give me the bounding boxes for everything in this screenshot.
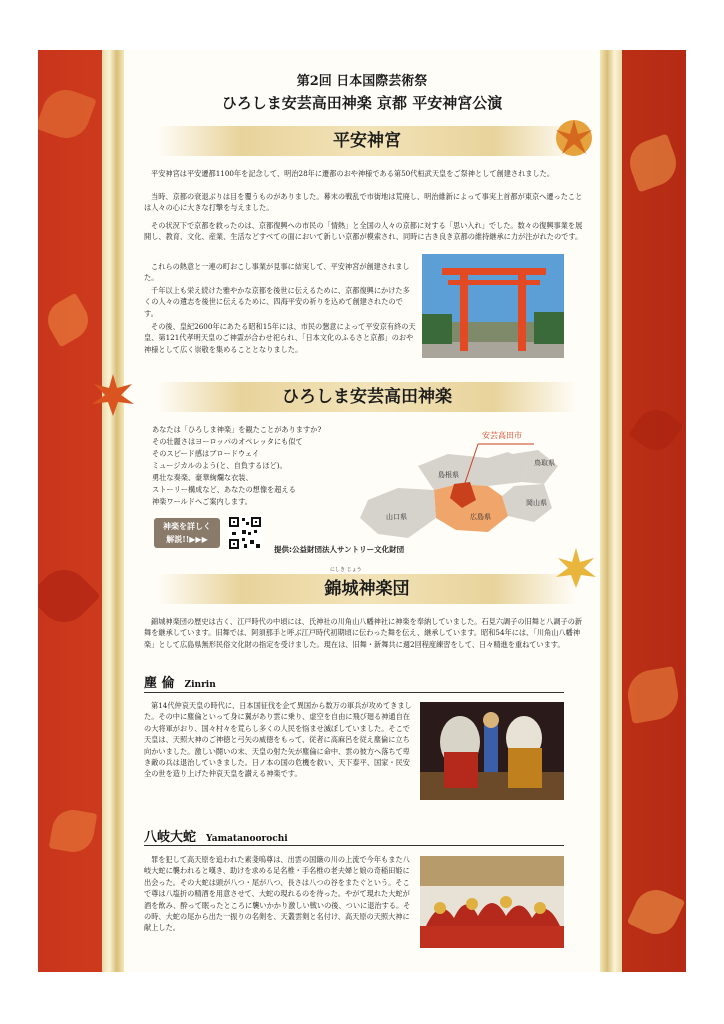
maple-leaf-decoration — [628, 402, 684, 458]
yamata-title-en: Yamatanoorochi — [206, 834, 288, 844]
yamata-heading — [144, 826, 288, 845]
maple-leaf-icon — [90, 372, 136, 418]
kagura-button-line1: 神楽を詳しく — [163, 521, 211, 531]
zinrin-rule — [144, 692, 564, 693]
zinrin-paragraph: 第14代仲哀天皇の時代に、日本国征伐を企て異国から数万の軍兵が攻めてきました。その中に塵倫といって身に翼があり雲に乗り、虚空を自由に飛び廻る神通自在の大将軍がおり、国々村々を荒らし多くの人民を悩ませ滅ぼしていました。そこで天皇は、天照大神のご神徳と弓矢の威徳をもって、従者に高麻呂を従え塵倫に立ち向かいました。激しい闘いの末、天皇の射た矢が塵倫に命中、雲の彼方へ落ちて卑き敵の兵は退治していきました。日ノ本の国の危機を救い、天下泰平、国家・民安全の世を造り上げた仲哀天皇を讃える神楽です。 — [144, 701, 412, 779]
zinrin-heading — [144, 672, 216, 691]
yamata-title: 八岐大蛇 — [144, 830, 197, 845]
nishiki-ruby: にしき じょう — [330, 567, 362, 573]
map-label-okayama: 岡山県 — [526, 499, 547, 507]
kagura-intro-line: あなたは「ひろしま神楽」を観たことがありますか? — [152, 425, 322, 434]
zinrin-title: 塵 倫 — [144, 676, 175, 691]
map-label-shimane: 島根県 — [438, 471, 459, 479]
yamata-performance-photo — [420, 856, 564, 948]
kagura-button-line2: 解説!!▶▶▶ — [166, 534, 208, 544]
gold-border-right — [600, 50, 622, 972]
map-label-yamaguchi: 山口県 — [386, 513, 407, 521]
zinrin-performance-photo — [420, 702, 564, 800]
golden-maple-leaf-icon — [554, 546, 598, 590]
nishiki-paragraph: 錦城神楽団の歴史は古く、江戸時代の中頃には、氏神社の川角山八幡神社に神楽を奉納していました。石見六調子の旧舞と八調子の新舞を継承しています。旧舞では、阿須那手と呼ぶ江戸時代初期頃に伝わった舞を伝え、継承しています。昭和54年には、「川角山八幡神楽」として広島県無形民俗文化財の指定を受けました。現在は、旧舞・新舞共に週2回程度練習をして、日々精進を重ねています。 — [144, 617, 583, 649]
heian-paragraph: これらの熱意と一連の町おこし事業が見事に結実して、平安神宮が創建されました。 — [144, 262, 410, 283]
yamata-paragraph: 罪を犯して高天原を追われた素戔嗚尊は、出雲の国簸の川の上流で今年もまた八岐大蛇に襲われると嘆き、助けを求める足名椎・手名椎の老夫婦と娘の奇稲田姫に出会った。その大蛇は頭が八つ・尾が八つ、長さは八つの谷をまたぐという。そこで尊は八塩折の精酒を用意させて、大蛇の現れるのを待った。やがて現れた大蛇が酒を飲み、酔って眠ったところに襲いかかり激しい戦いの後、ついに退治する。その時、大蛇の尾から出た一振りの名剣を、天叢雲剣と名付け、高天原の天照大神に献上した。 — [144, 855, 411, 933]
kagura-intro-line: ミュージカルのよう(と、自負するほど)。 — [152, 461, 287, 470]
nishiki-title: 錦城神楽団 — [157, 574, 577, 604]
kagura-intro-line: その壮麗さはヨーロッパのオペレッタにも似て — [152, 437, 303, 446]
heian-paragraph: 当時、京都の衰退ぶりは目を覆うものがありました。幕末の戦乱で市街地は荒廃し、明治維新によって事実上首都が東京へ遷ったことは人々の心に大きな打撃を与えました。 — [144, 192, 583, 213]
maple-leaf-decoration — [624, 666, 682, 724]
kagura-detail-button[interactable] — [154, 518, 220, 548]
header-line1: 第2回 日本国際芸術祭 — [296, 74, 428, 89]
flyer-page — [38, 50, 686, 972]
heian-paragraph: 平安神宮は平安遷都1100年を記念して、明治28年に遷都のおや神様である第50代桓武天皇をご祭神として創建されました。 — [151, 169, 555, 178]
maple-leaf-decoration — [38, 83, 97, 145]
maple-leaf-decoration — [627, 883, 685, 941]
map-label-akitakata: 安芸高田市 — [482, 431, 522, 440]
kagura-intro-line: 勇壮な奏楽、豪華絢爛な衣装、 — [152, 473, 253, 482]
maple-leaf-decoration — [49, 807, 98, 856]
qr-code[interactable] — [228, 516, 262, 550]
yamata-rule — [144, 845, 564, 846]
maple-leaf-decoration — [38, 559, 101, 633]
kagura-intro-line: ストーリー構成など、あなたの想像を超える — [152, 485, 296, 494]
autumn-leaf-icon — [552, 116, 596, 160]
heian-torii-photo — [422, 254, 564, 358]
heian-paragraph: 千年以上も栄え続けた雅やかな京都を後世に伝えるために、京都復興にかけた多くの人々の遺志を後世に伝えるために、四海平安の祈りを込めて創建されたのです。 — [144, 286, 410, 318]
heian-paragraph: その後、皇紀2600年にあたる昭和15年には、市民の懇意によって平安京有終の天皇、第121代孝明天皇のご神霊が合わせ祀られ、「日本文化のふるさと京都」のおや神様として広く崇敬を集めることとなりました。 — [144, 322, 416, 354]
heian-paragraph: その状況下で京都を救ったのは、京都復興への市民の「情熱」と全国の人々の京都に対する「思い入れ」でした。数々の復興事業を展開し、教育、文化、産業、生活などすべての面において新しい京都が模索され、同時に古き良き京都の維持継承に力が注がれたのです。 — [144, 221, 583, 242]
kagura-title: ひろしま安芸高田神楽 — [157, 382, 577, 412]
kagura-intro-line: 神楽ワールドへご案内します。 — [152, 497, 252, 506]
kagura-intro-line: そのスピード感はブロードウェイ — [152, 449, 260, 458]
map-label-tottori: 鳥取県 — [534, 459, 555, 467]
maple-leaf-decoration — [624, 134, 683, 193]
gold-border-left — [102, 50, 124, 972]
content-panel — [124, 50, 600, 972]
map-label-hiroshima: 広島県 — [470, 513, 491, 521]
chugoku-map — [338, 426, 564, 544]
header-line2: ひろしま安芸高田神楽 京都 平安神宮公演 — [221, 94, 503, 112]
zinrin-title-en: Zinrin — [184, 680, 216, 690]
maple-leaf-decoration — [41, 293, 96, 348]
kagura-credit: 提供:公益財団法人サントリー文化財団 — [274, 545, 405, 554]
heian-title: 平安神宮 — [157, 126, 577, 156]
